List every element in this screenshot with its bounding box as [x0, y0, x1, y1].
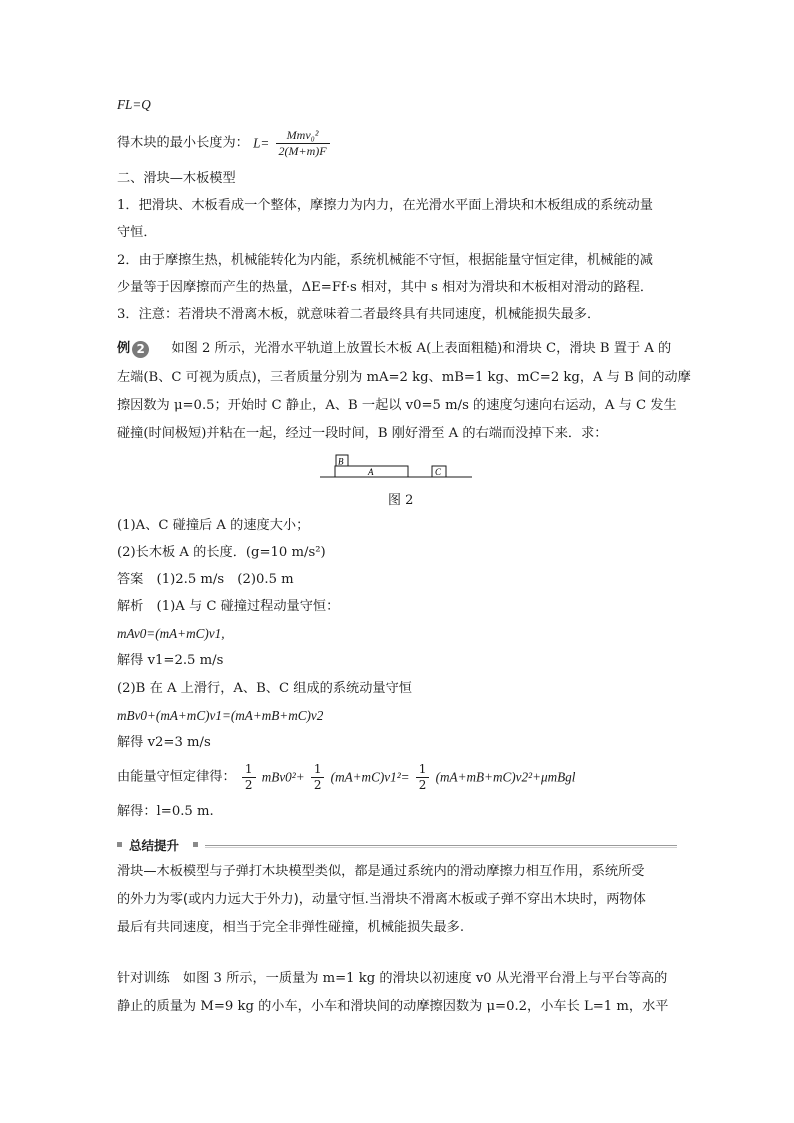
example-label: 例	[117, 341, 131, 356]
equation-2: mBv0+(mA+mC)v1=(mA+mB+mC)v2	[117, 708, 324, 723]
fraction-numerator: Mmv₀²	[276, 128, 330, 144]
training-line-1: 针对训练 如图 3 所示，一质量为 m=1 kg 的滑块以初速度 v0 从光滑平台滑上与平台等高的	[117, 971, 668, 986]
half-den-1: 2	[244, 778, 253, 792]
figure-caption: 图 2	[388, 493, 414, 508]
summary-line-3: 最后有共同速度，相当于完全非弹性碰撞，机械能损失最多.	[117, 920, 465, 935]
summary-line-2: 的外力为零(或内力远大于外力)，动量守恒.当滑块不滑离木板或子弹不穿出木块时，两物体	[117, 892, 646, 907]
half-num-3: 1	[416, 762, 430, 778]
point-2-line-a: 2．由于摩擦生热，机械能转化为内能，系统机械能不守恒，根据能量守恒定律，机械能的减	[117, 253, 653, 268]
half-fraction-2	[311, 762, 325, 793]
half-fraction-3	[416, 762, 430, 793]
point-1-line-a: 1．把滑块、木板看成一个整体，摩擦力为内力，在光滑水平面上滑块和木板组成的系统动量	[117, 198, 653, 213]
example-2-line-3: 擦因数为 μ=0.5；开始时 C 静止，A、B 一起以 v0=5 m/s 的速度匀速向右运动，A 与 C 发生	[117, 398, 677, 413]
question-2: (2)长木板 A 的长度．(g=10 m/s²)	[117, 545, 326, 560]
label-a: A	[368, 467, 374, 477]
point-3: 3．注意：若滑块不滑离木板，就意味着二者最终具有共同速度，机械能损失最多．	[117, 307, 601, 322]
half-den-3: 2	[418, 778, 427, 792]
figure-2-diagram	[320, 454, 472, 480]
label-b: B	[338, 456, 344, 467]
example-2-line-4: 碰撞(时间极短)并粘在一起，经过一段时间，B 刚好滑至 A 的右端而没掉下来．求：	[117, 426, 608, 441]
energy-term-1: mBv0²+	[261, 769, 305, 785]
fraction-denominator: 2(M+m)F	[278, 144, 327, 158]
training-line-2: 静止的质量为 M=9 kg 的小车，小车和滑块间的动摩擦因数为 μ=0.2，小车长 L=1 m，水平	[117, 999, 669, 1014]
min-length-formula	[117, 128, 332, 159]
example-badge	[117, 340, 149, 358]
label-c: C	[435, 467, 442, 477]
example-number-icon: 2	[132, 341, 149, 358]
half-num-1: 1	[242, 762, 256, 778]
example-2-line-2: 左端(B、C 可视为质点)，三者质量分别为 mA=2 kg、mB=1 kg、mC=2 kg，A 与 B 间的动摩	[117, 370, 691, 385]
summary-body	[117, 858, 679, 942]
summary-rule-shadow	[205, 847, 677, 848]
energy-prefix: 由能量守恒定律得：	[117, 769, 236, 785]
equation-1: mAv0=(mA+mC)v1,	[117, 626, 225, 641]
summary-rule	[205, 845, 677, 846]
energy-term-3: (mA+mB+mC)v2²+μmBgl	[435, 769, 576, 785]
summary-line-1: 滑块—木板模型与子弹打木块模型类似，都是通过系统内的滑动摩擦力相互作用，系统所受	[117, 864, 645, 879]
analysis-1: 解析 (1)A 与 C 碰撞过程动量守恒：	[117, 599, 340, 614]
summary-bullet-right	[193, 842, 198, 847]
analysis-2: (2)B 在 A 上滑行，A、B、C 组成的系统动量守恒	[117, 681, 412, 696]
min-length-lhs: L=	[253, 135, 270, 151]
example-2-line-1	[117, 340, 671, 358]
point-2-line-b: 少量等于因摩擦而产生的热量，ΔE=Ff·s 相对，其中 s 相对为滑块和木板相对滑动的路程．	[117, 280, 654, 295]
question-1: (1)A、C 碰撞后 A 的速度大小；	[117, 518, 310, 533]
summary-bullet-left	[117, 842, 122, 847]
min-length-prefix: 得木块的最小长度为：	[117, 135, 249, 151]
equation-fl-q: FL=Q	[117, 97, 151, 112]
final-solution: 解得：l=0.5 m.	[117, 804, 214, 819]
solution-1: 解得 v1=2.5 m/s	[117, 653, 224, 668]
point-1-line-b: 守恒．	[117, 225, 157, 240]
half-num-2: 1	[311, 762, 325, 778]
section-heading: 二、滑块—木板模型	[117, 171, 236, 186]
half-den-2: 2	[313, 778, 322, 792]
half-fraction-1	[242, 762, 256, 793]
solution-2: 解得 v2=3 m/s	[117, 735, 211, 750]
summary-title: 总结提升	[129, 838, 180, 853]
energy-equation	[117, 762, 575, 793]
answer: 答案 (1)2.5 m/s (2)0.5 m	[117, 572, 294, 587]
energy-term-2: (mA+mC)v1²=	[330, 769, 410, 785]
summary-header	[117, 838, 677, 852]
example-text-1: 如图 2 所示，光滑水平轨道上放置长木板 A(上表面粗糙)和滑块 C，滑块 B 置于 A 的	[171, 341, 672, 356]
min-length-fraction	[276, 128, 330, 159]
